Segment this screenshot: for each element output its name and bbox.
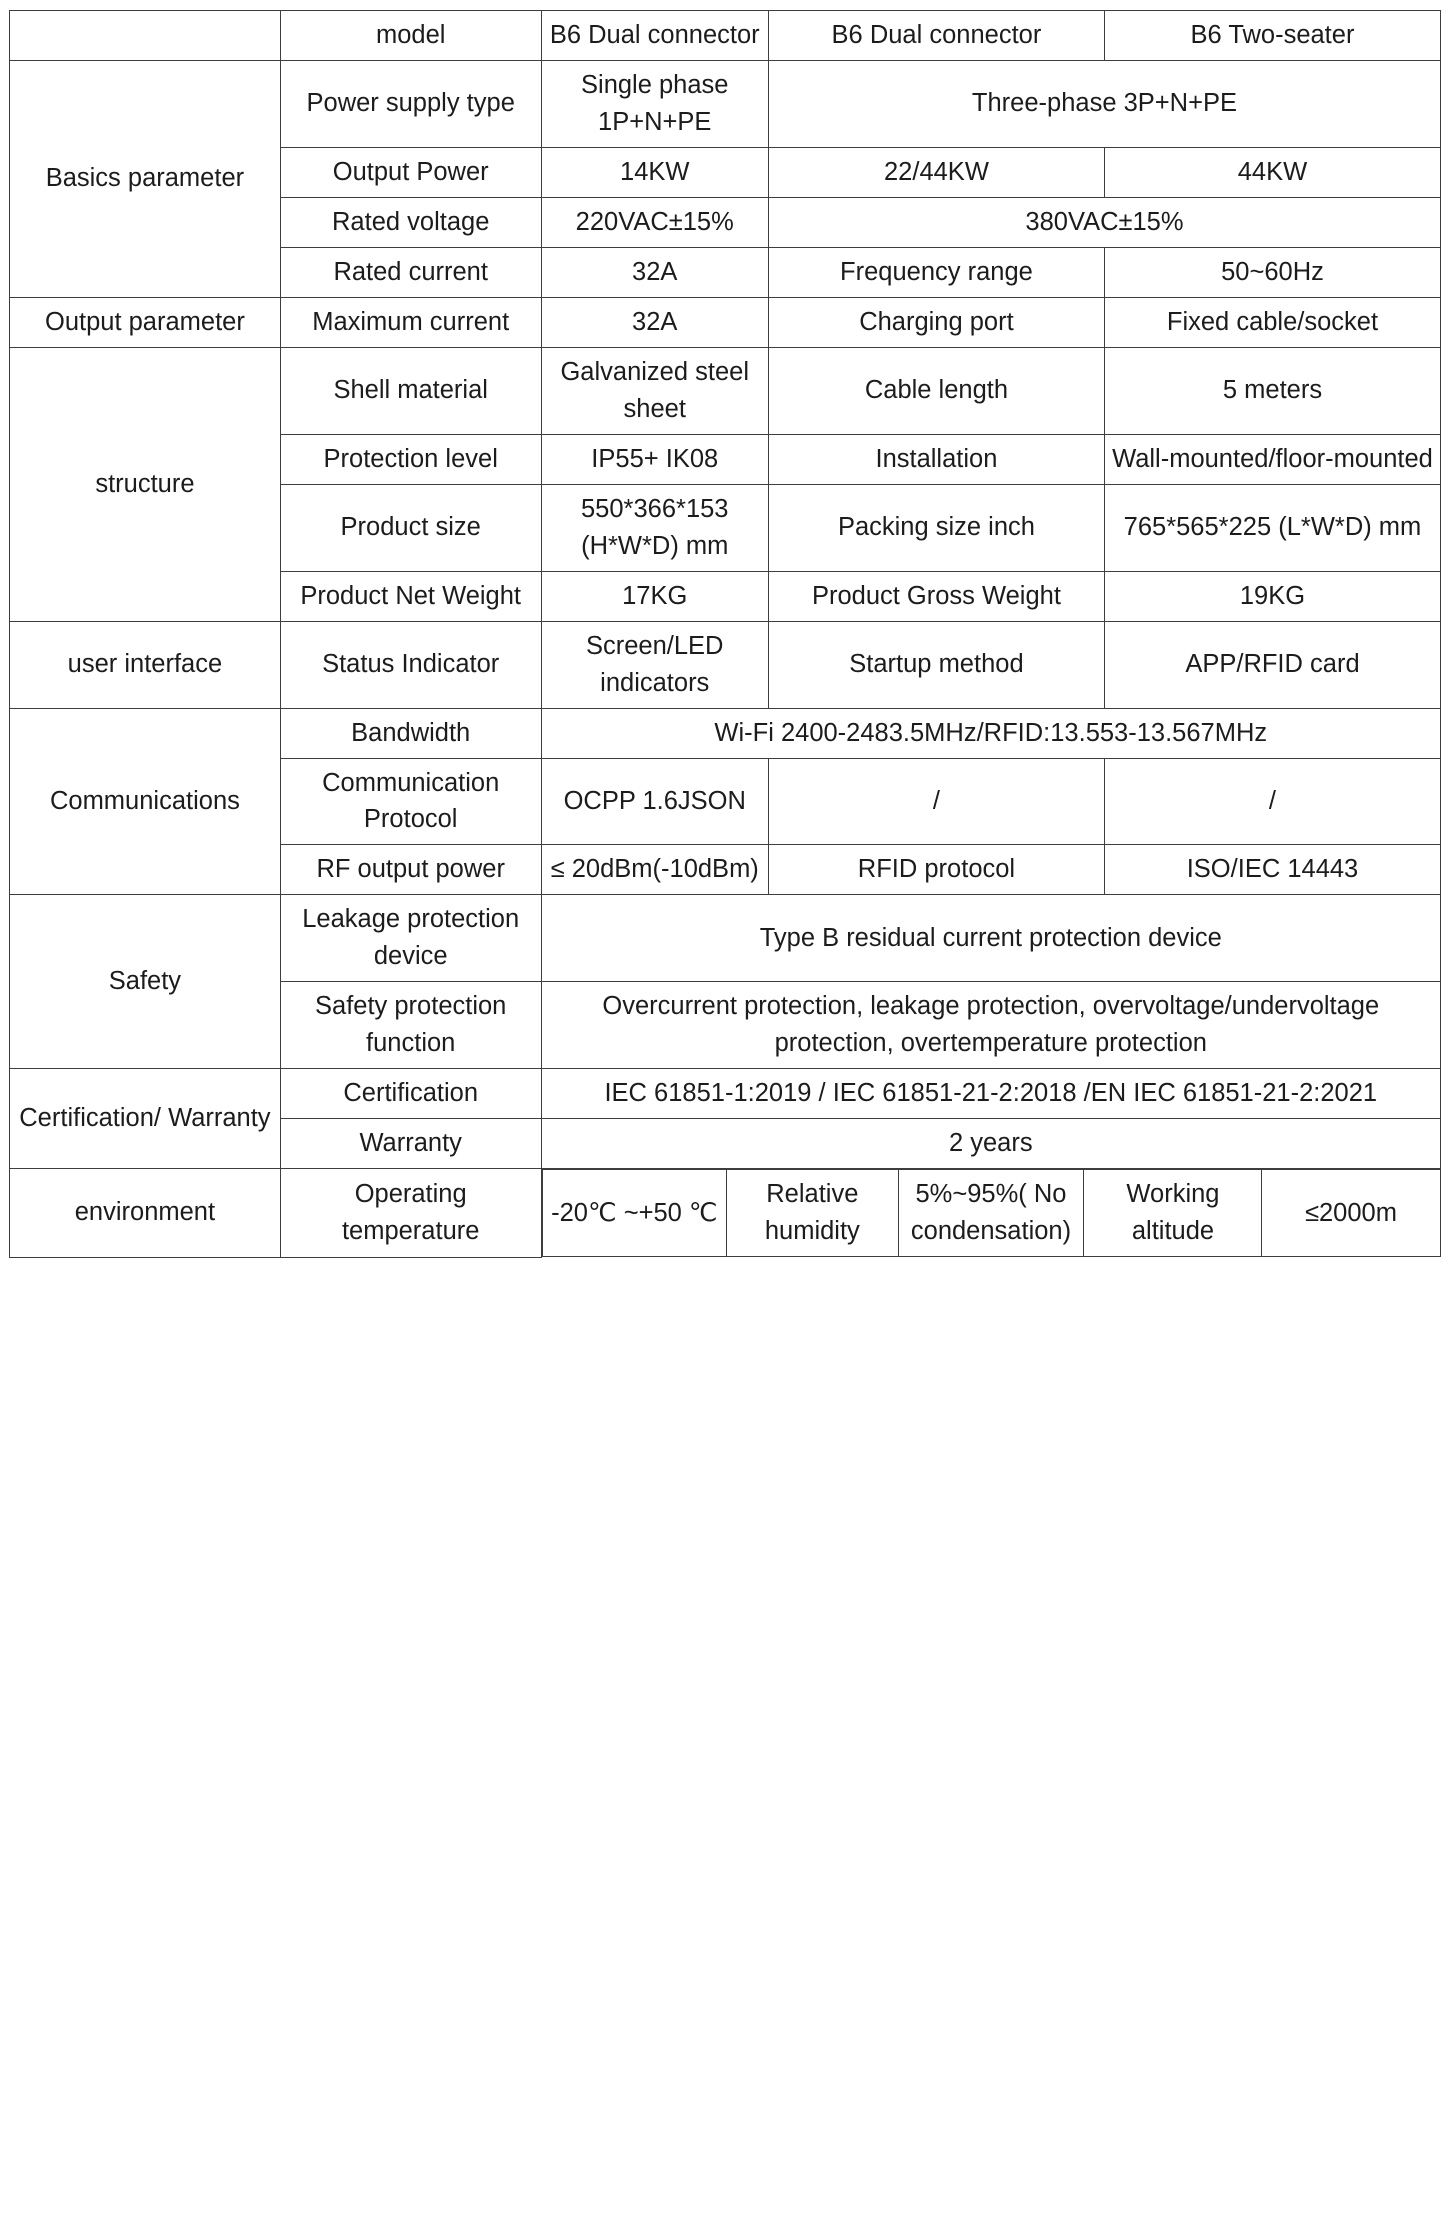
category-environment: environment xyxy=(10,1169,281,1257)
table-row xyxy=(10,1169,1441,1257)
empty-corner-cell xyxy=(10,11,281,61)
param-label-shell-material: Shell material xyxy=(280,347,541,434)
label-frequency-range: Frequency range xyxy=(768,247,1104,297)
param-label-status-indicator: Status Indicator xyxy=(280,621,541,708)
param-label-leakage-protection-device: Leakage protection device xyxy=(280,895,541,982)
value-charging-port: Fixed cable/socket xyxy=(1104,297,1440,347)
table-row xyxy=(10,895,1441,982)
label-installation: Installation xyxy=(768,434,1104,484)
param-label-protection-level: Protection level xyxy=(280,434,541,484)
param-label-maximum-current: Maximum current xyxy=(280,297,541,347)
value-model-col3: B6 Dual connector xyxy=(541,11,768,61)
param-label-output-power: Output Power xyxy=(280,147,541,197)
value-product-size: 550*366*153 (H*W*D) mm xyxy=(541,484,768,571)
param-label-product-net-weight: Product Net Weight xyxy=(280,571,541,621)
value-frequency-range: 50~60Hz xyxy=(1104,247,1440,297)
param-label-rf-output-power: RF output power xyxy=(280,845,541,895)
label-packing-size: Packing size inch xyxy=(768,484,1104,571)
param-label-bandwidth: Bandwidth xyxy=(280,708,541,758)
label-charging-port: Charging port xyxy=(768,297,1104,347)
value-model-col5: B6 Two-seater xyxy=(1104,11,1440,61)
label-startup-method: Startup method xyxy=(768,621,1104,708)
value-communication-protocol-col4: / xyxy=(768,758,1104,845)
value-relative-humidity: 5%~95%( No condensation) xyxy=(898,1170,1084,1257)
category-structure: structure xyxy=(10,347,281,621)
table-row xyxy=(10,60,1441,147)
environment-subrow xyxy=(542,1170,1440,1257)
value-output-power-col5: 44KW xyxy=(1104,147,1440,197)
value-model-col4: B6 Dual connector xyxy=(768,11,1104,61)
value-output-power-col4: 22/44KW xyxy=(768,147,1104,197)
value-certification: IEC 61851-1:2019 / IEC 61851-21-2:2018 /EN IEC 61851-21-2:2021 xyxy=(541,1069,1440,1119)
table-row xyxy=(10,1069,1441,1119)
value-rated-voltage-col3: 220VAC±15% xyxy=(541,197,768,247)
value-output-power-col3: 14KW xyxy=(541,147,768,197)
param-label-operating-temperature: Operating temperature xyxy=(280,1169,541,1257)
param-label-model: model xyxy=(280,11,541,61)
param-label-rated-voltage: Rated voltage xyxy=(280,197,541,247)
value-working-altitude: ≤2000m xyxy=(1262,1170,1440,1257)
value-startup-method: APP/RFID card xyxy=(1104,621,1440,708)
table-row xyxy=(10,621,1441,708)
category-safety: Safety xyxy=(10,895,281,1069)
value-warranty: 2 years xyxy=(541,1119,1440,1169)
value-bandwidth: Wi-Fi 2400-2483.5MHz/RFID:13.553-13.567MHz xyxy=(541,708,1440,758)
param-label-rated-current: Rated current xyxy=(280,247,541,297)
value-rated-voltage-merged: 380VAC±15% xyxy=(768,197,1440,247)
category-communications: Communications xyxy=(10,708,281,895)
value-rated-current-col3: 32A xyxy=(541,247,768,297)
table-row xyxy=(10,11,1441,61)
environment-values-container xyxy=(541,1169,1440,1257)
value-rfid-protocol: ISO/IEC 14443 xyxy=(1104,845,1440,895)
table-row xyxy=(10,297,1441,347)
param-label-power-supply-type: Power supply type xyxy=(280,60,541,147)
category-output-parameter: Output parameter xyxy=(10,297,281,347)
table-row xyxy=(10,708,1441,758)
value-shell-material: Galvanized steel sheet xyxy=(541,347,768,434)
label-cable-length: Cable length xyxy=(768,347,1104,434)
param-label-warranty: Warranty xyxy=(280,1119,541,1169)
label-product-gross-weight: Product Gross Weight xyxy=(768,571,1104,621)
category-user-interface: user interface xyxy=(10,621,281,708)
label-rfid-protocol: RFID protocol xyxy=(768,845,1104,895)
category-certification-warranty: Certification/ Warranty xyxy=(10,1069,281,1169)
value-power-supply-type-col3: Single phase 1P+N+PE xyxy=(541,60,768,147)
value-packing-size: 765*565*225 (L*W*D) mm xyxy=(1104,484,1440,571)
param-label-communication-protocol: Communication Protocol xyxy=(280,758,541,845)
value-maximum-current: 32A xyxy=(541,297,768,347)
value-safety-protection-function: Overcurrent protection, leakage protection, overvoltage/undervoltage protection, overtemperature protection xyxy=(541,982,1440,1069)
label-working-altitude: Working altitude xyxy=(1084,1170,1262,1257)
table-row xyxy=(10,347,1441,434)
value-communication-protocol: OCPP 1.6JSON xyxy=(541,758,768,845)
param-label-product-size: Product size xyxy=(280,484,541,571)
product-specification-table xyxy=(9,10,1441,1258)
value-rf-output-power: ≤ 20dBm(-10dBm) xyxy=(541,845,768,895)
value-status-indicator: Screen/LED indicators xyxy=(541,621,768,708)
value-product-net-weight: 17KG xyxy=(541,571,768,621)
value-protection-level: IP55+ IK08 xyxy=(541,434,768,484)
value-installation: Wall-mounted/floor-mounted xyxy=(1104,434,1440,484)
category-basics-parameter: Basics parameter xyxy=(10,60,281,297)
value-product-gross-weight: 19KG xyxy=(1104,571,1440,621)
param-label-certification: Certification xyxy=(280,1069,541,1119)
value-communication-protocol-col5: / xyxy=(1104,758,1440,845)
param-label-safety-protection-function: Safety protection function xyxy=(280,982,541,1069)
value-operating-temperature: -20℃ ~+50 ℃ xyxy=(542,1170,727,1257)
value-power-supply-type-merged: Three-phase 3P+N+PE xyxy=(768,60,1440,147)
value-leakage-protection-device: Type B residual current protection device xyxy=(541,895,1440,982)
value-cable-length: 5 meters xyxy=(1104,347,1440,434)
label-relative-humidity: Relative humidity xyxy=(727,1170,898,1257)
